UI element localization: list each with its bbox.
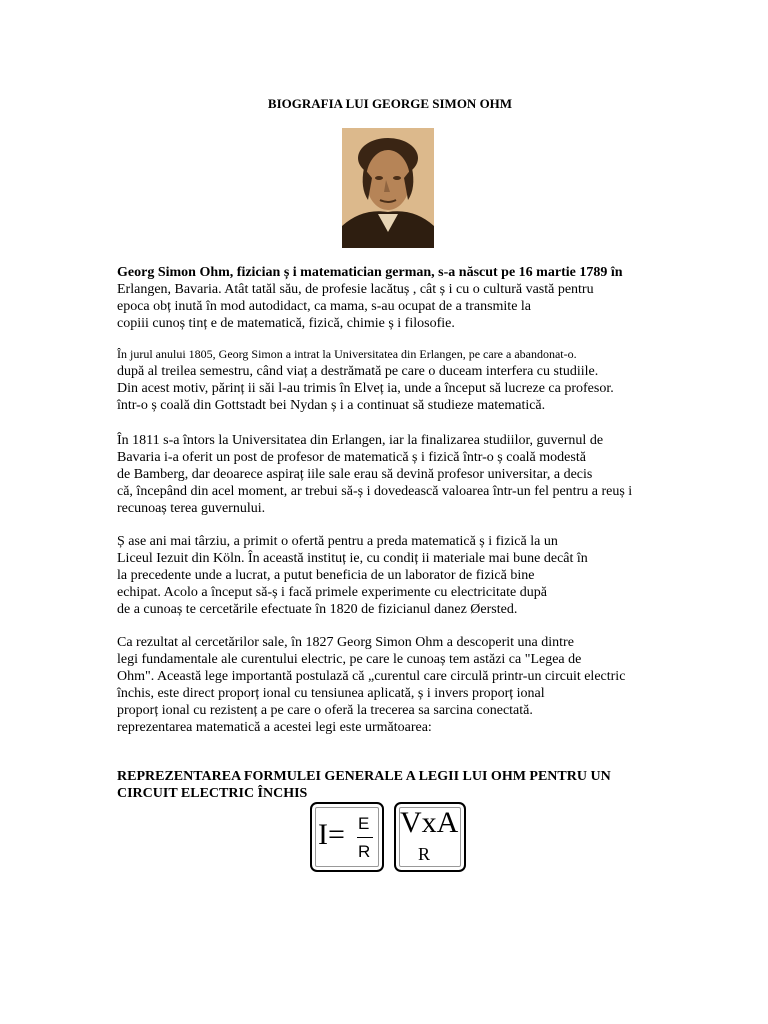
paragraph-koln	[117, 533, 662, 618]
paragraph-line: recunoaș terea guvernului.	[117, 501, 266, 516]
paragraph-line: că, începând din acel moment, ar trebui să-ș i dovedească valoarea într-un fel pentru a reuș i	[117, 484, 633, 499]
formula-numerator: VxA	[400, 806, 459, 839]
paragraph-birth	[117, 264, 662, 332]
paragraph-line: Din acest motiv, părinț ii săi l-au trimis în Elveț ia, unde a început să lucreze ca profesor.	[117, 381, 614, 396]
paragraph-ohm-law	[117, 634, 662, 736]
paragraph-line: Ș ase ani mai târziu, a primit o ofertă pentru a preda matematică ș i fizică la un	[117, 534, 558, 549]
paragraph-line: Ca rezultat al cercetărilor sale, în 1827 Georg Simon Ohm a descoperit una dintre	[117, 635, 574, 650]
formula-current-emf	[310, 802, 384, 872]
paragraph-erlangen	[117, 432, 662, 517]
page-title: BIOGRAFIA LUI GEORGE SIMON OHM	[267, 96, 513, 111]
paragraph-line: închis, este direct proporț ional cu tensiunea aplicată, ș i invers proporț ional	[117, 686, 545, 701]
paragraph-line: într-o ș coală din Gottstadt bei Nydan ș i a continuat să studieze matematică.	[117, 398, 546, 413]
paragraph-lead: Georg Simon Ohm, fizician ș i matematician german, s-a născut pe 16 martie 1789 în	[117, 265, 623, 280]
paragraph-line: Ohm". Această lege importantă postulază că „curentul care circulă printr-un circuit electric	[117, 669, 626, 684]
paragraph-line: Bavaria i-a oferit un post de profesor de matematică ș i fizică într-o ș coală modestă	[117, 450, 586, 465]
paragraph-line: epoca obț inută în mod autodidact, ca mama, s-au ocupat de a transmite la	[117, 299, 532, 314]
paragraph-line: de Bamberg, dar deoarece aspiraț iile sale erau să devină profesor universitar, a decis	[117, 467, 593, 482]
paragraph-line: În 1811 s-a întors la Universitatea din Erlangen, iar la finalizarea studiilor, guvernul de	[117, 433, 604, 448]
paragraph-line: proporț ional cu rezistenț a pe care o oferă la trecerea sa sarcina conectată.	[117, 703, 533, 718]
paragraph-line: reprezentarea matematică a acestei legi este următoarea:	[117, 720, 432, 735]
formula-numerator: E	[358, 814, 370, 833]
paragraph-line: Liceul Iezuit din Köln. În această instituț ie, cu condiț ii materiale mai bune decât în	[117, 551, 588, 566]
formula-vxa	[394, 802, 466, 872]
formula-denominator: R	[358, 842, 371, 861]
fraction-bar	[357, 837, 373, 838]
section-heading	[117, 768, 677, 802]
paragraph-line: În jurul anului 1805, Georg Simon a intrat la Universitatea din Erlangen, pe care a abandonat-o.	[117, 347, 577, 361]
paragraph-university	[117, 346, 662, 414]
section-heading-line: REPREZENTAREA FORMULEI GENERALE A LEGII LUI OHM PENTRU UN	[117, 769, 611, 784]
section-heading-line: CIRCUIT ELECTRIC ÎNCHIS	[117, 786, 308, 801]
paragraph-line: după al treilea semestru, când viaț a destrămată pe care o duceam interfera cu studiile.	[117, 364, 599, 379]
paragraph-line: copiii cunoș tinț e de matematică, fizică, chimie ș i filosofie.	[117, 316, 455, 331]
paragraph-line: Erlangen, Bavaria. Atât tatăl său, de profesie lacătuș , cât ș i cu o cultură vastă pentru	[117, 282, 594, 297]
paragraph-line: echipat. Acolo a început să-ș i facă primele experimente cu electricitate după	[117, 585, 547, 600]
portrait-photo-icon	[342, 128, 434, 248]
formula-lhs: I=	[318, 818, 345, 851]
paragraph-line: de a cunoaș te cercetările efectuate în 1820 de fizicianul danez Øersted.	[117, 602, 518, 617]
paragraph-line: la precedente unde a lucrat, a putut beneficia de un laborator de fizică bine	[117, 568, 535, 583]
formula-denominator: R	[418, 844, 431, 864]
paragraph-line: legi fundamentale ale curentului electric, pe care le cunoaș tem astăzi ca "Legea de	[117, 652, 582, 667]
